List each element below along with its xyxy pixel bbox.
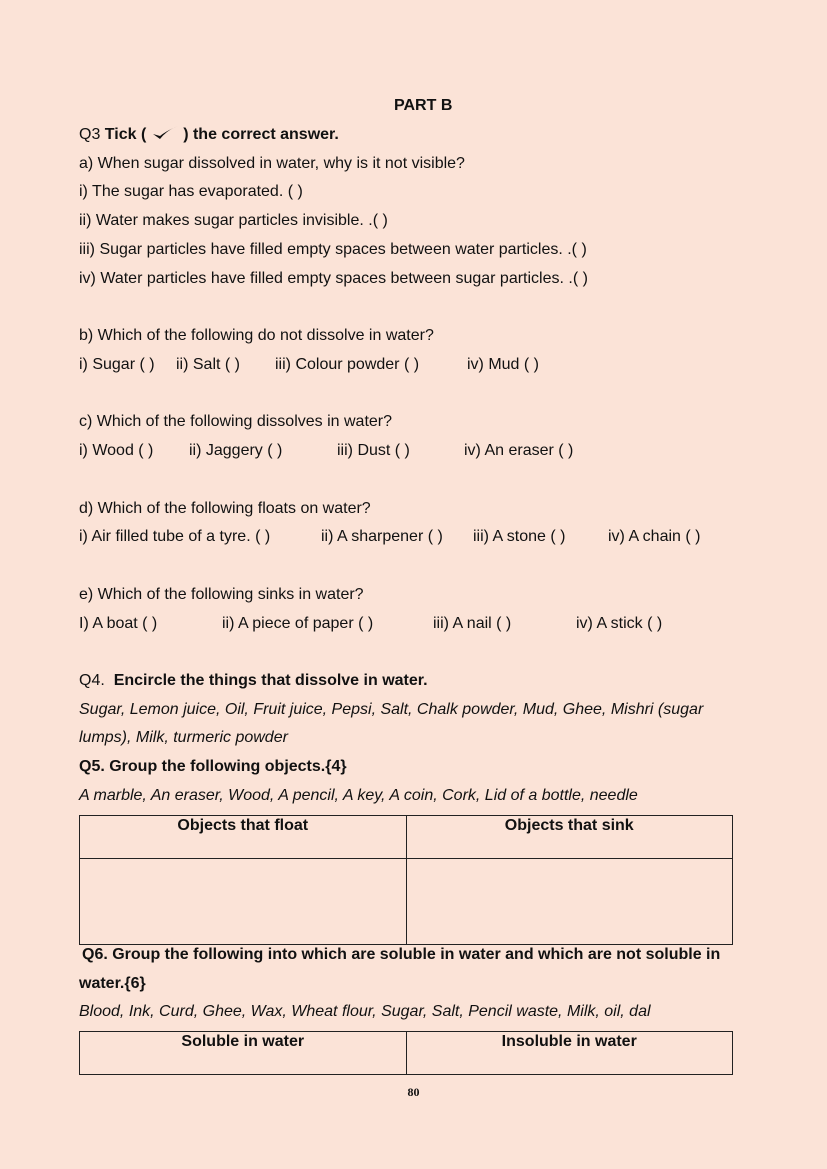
q6-list: Blood, Ink, Curd, Ghee, Wax, Wheat flour, Sugar, Salt, Pencil waste, Milk, oil, dal [79,1003,651,1020]
question-a: a) When sugar dissolved in water, why is it not visible? [79,155,465,172]
option[interactable]: iv) Water particles have filled empty spaces between sugar particles. .( ) [79,270,588,287]
column-header-sink: Objects that sink [406,816,733,859]
option[interactable]: ii) Salt ( ) [176,356,240,373]
q5-list: A marble, An eraser, Wood, A pencil, A key, A coin, Cork, Lid of a bottle, needle [79,787,638,804]
q4-instruction: Encircle the things that dissolve in water. [113,672,428,689]
q6-heading: Q6. Group the following into which are soluble in water and which are not soluble in [82,946,721,963]
column-header-insoluble: Insoluble in water [406,1032,733,1075]
option[interactable]: iii) Colour powder ( ) [275,356,420,373]
option[interactable]: iii) Sugar particles have filled empty spaces between water particles. .( ) [79,241,587,258]
q4-heading [79,671,428,691]
answer-cell-sink[interactable] [406,859,733,945]
q4-list: Sugar, Lemon juice, Oil, Fruit juice, Pepsi, Salt, Chalk powder, Mud, Ghee, Mishri (sugar [79,701,704,718]
part-title: PART B [394,97,453,114]
question-d: d) Which of the following floats on water? [79,500,371,517]
option[interactable]: i) Sugar ( ) [79,356,155,373]
option[interactable]: ii) A piece of paper ( ) [222,615,374,632]
page-number: 80 [407,1085,420,1099]
q3-number: Q3 [79,126,101,143]
q5-heading: Q5. Group the following objects.{4} [79,758,347,775]
option[interactable]: ii) Jaggery ( ) [189,442,283,459]
q6-table [79,1031,733,1075]
answer-cell-float[interactable] [80,859,407,945]
question-c: c) Which of the following dissolves in water? [79,413,393,430]
question-e: e) Which of the following sinks in water? [79,586,364,603]
q4-list-cont: lumps), Milk, turmeric powder [79,729,288,746]
q3-heading [79,125,339,145]
option[interactable]: iv) An eraser ( ) [464,442,574,459]
option[interactable]: I) A boat ( ) [79,615,158,632]
q5-table [79,815,733,945]
tick-icon [151,125,179,141]
option[interactable]: i) Air filled tube of a tyre. ( ) [79,528,271,545]
column-header-soluble: Soluble in water [80,1032,407,1075]
option[interactable]: iii) A nail ( ) [433,615,512,632]
option[interactable]: iv) A stick ( ) [576,615,663,632]
option[interactable]: ii) Water makes sugar particles invisible. .( ) [79,212,388,229]
option[interactable]: i) The sugar has evaporated. ( ) [79,183,303,200]
option[interactable]: iv) Mud ( ) [467,356,539,373]
question-b: b) Which of the following do not dissolve in water? [79,327,434,344]
option[interactable]: iii) A stone ( ) [473,528,566,545]
option[interactable]: ii) A sharpener ( ) [321,528,443,545]
option[interactable]: iv) A chain ( ) [608,528,701,545]
q4-number: Q4. [79,672,105,689]
option[interactable]: iii) Dust ( ) [337,442,410,459]
q3-instruction-pre: Tick ( [104,126,147,143]
q6-heading-cont: water.{6} [79,975,146,992]
column-header-float: Objects that float [80,816,407,859]
q3-instruction-post: ) the correct answer. [183,126,339,143]
option[interactable]: i) Wood ( ) [79,442,154,459]
